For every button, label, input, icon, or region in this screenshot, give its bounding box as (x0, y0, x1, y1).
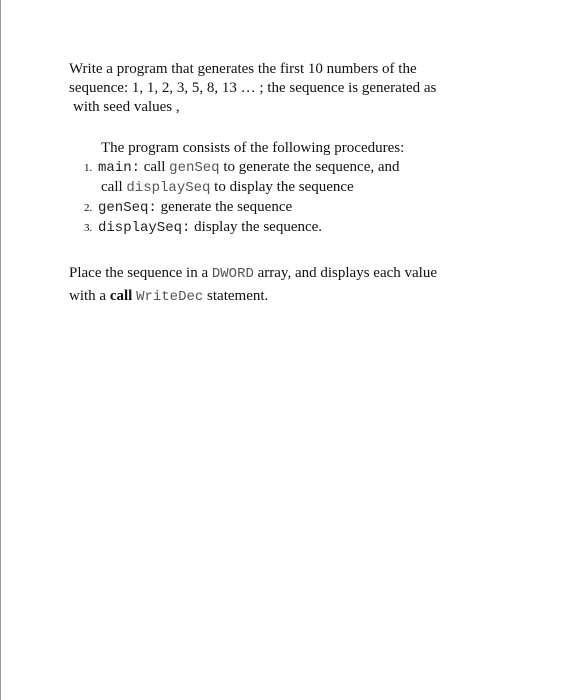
procedure-name-displayseq: displaySeq: (98, 220, 191, 236)
procedures-section (84, 139, 539, 238)
intro-line-3: with seed values , (73, 99, 180, 115)
instructions-paragraph (69, 262, 539, 308)
procedure-number: 1. (84, 162, 93, 174)
code-genseq: genSeq (169, 160, 220, 176)
procedure-number: 3. (84, 222, 93, 234)
instruction-text: with a (69, 288, 110, 304)
code-dword: DWORD (211, 266, 254, 282)
code-displayseq: displaySeq (126, 180, 211, 196)
procedure-name-genseq: genSeq: (98, 200, 157, 216)
keyword-call: call (109, 288, 133, 304)
procedure-item-main (84, 158, 539, 198)
procedure-continuation (84, 178, 539, 198)
instruction-text: statement. (203, 288, 269, 304)
procedure-number: 2. (84, 202, 93, 214)
procedure-desc: to generate the sequence, and (219, 159, 400, 175)
procedure-desc: call (140, 159, 170, 175)
instruction-text: Place the sequence in a (69, 265, 212, 281)
procedures-intro: The program consists of the following procedures: (101, 140, 405, 156)
procedure-desc: call (101, 179, 127, 195)
procedure-name-main: main: (98, 160, 141, 176)
procedure-item-genseq (84, 198, 539, 218)
instruction-text: array, and displays each value (253, 265, 437, 281)
intro-paragraph (69, 60, 539, 117)
intro-line-2: sequence: 1, 1, 2, 3, 5, 8, 13 … ; the sequence is generated as (69, 80, 437, 96)
code-writedec: WriteDec (136, 289, 204, 305)
intro-line-1: Write a program that generates the first 10 numbers of the (69, 61, 417, 77)
procedure-desc: generate the sequence (156, 199, 293, 215)
procedure-desc: to display the sequence (210, 179, 354, 195)
document-content (69, 60, 539, 308)
procedure-item-displayseq (84, 218, 539, 238)
procedure-desc: display the sequence. (190, 219, 323, 235)
